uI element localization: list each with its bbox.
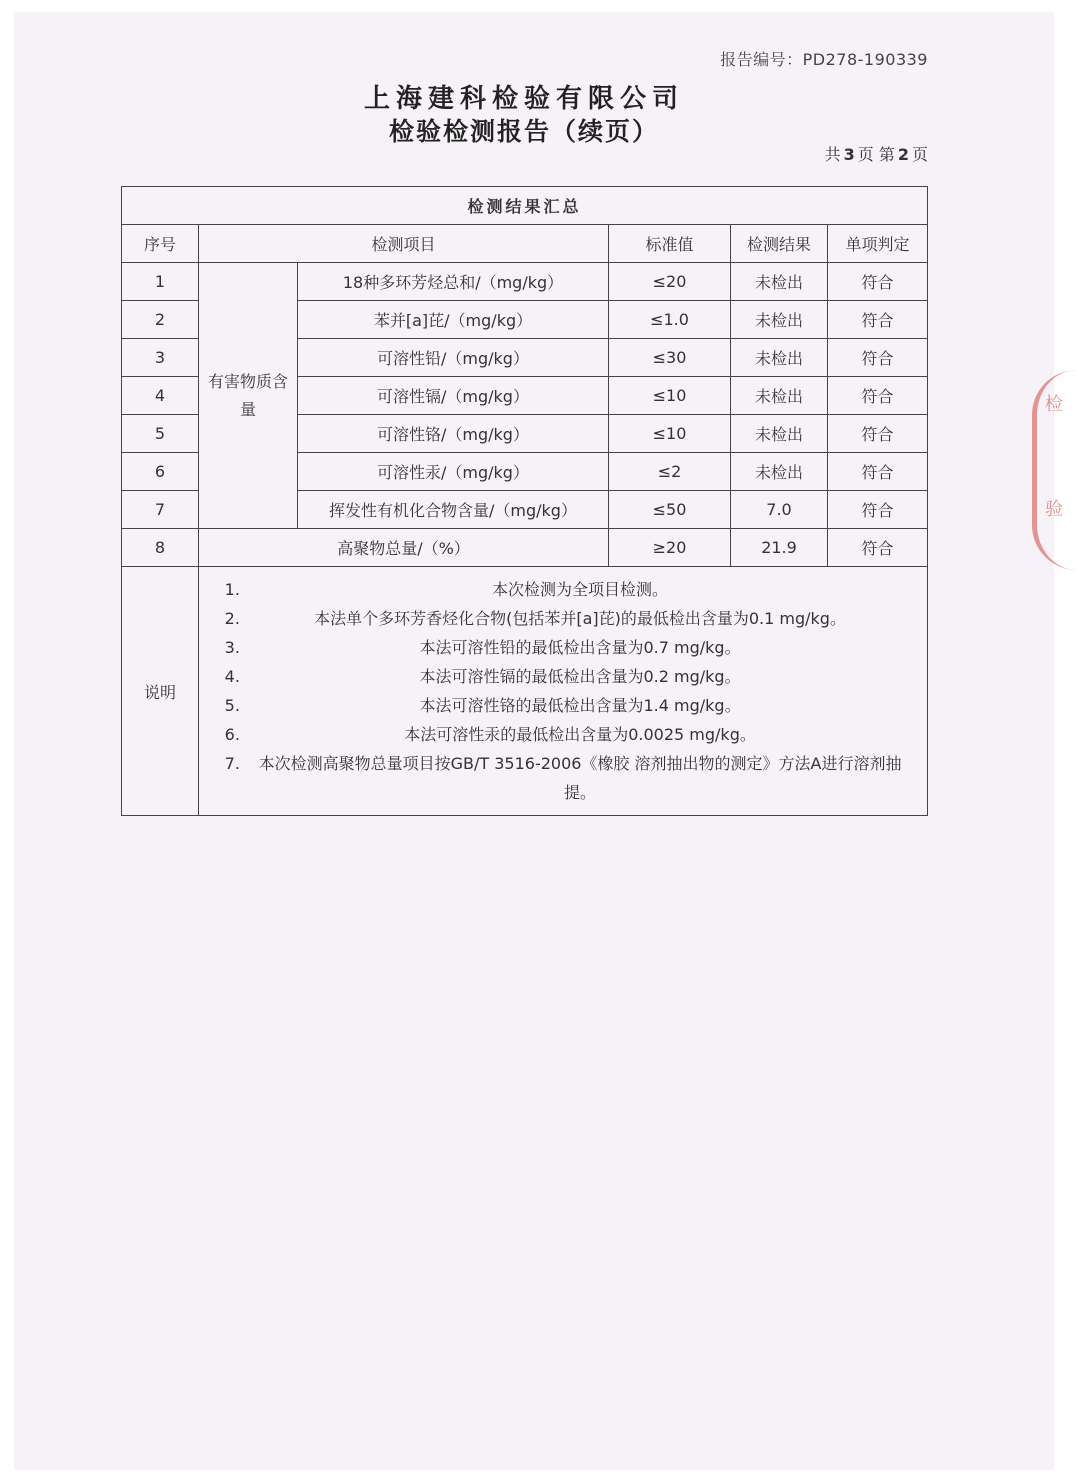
note-item: 1. 本次检测为全项目检测。 <box>245 575 915 604</box>
table-row: 8 高聚物总量/（%） ≥20 21.9 符合 <box>122 529 928 567</box>
red-seal-stamp: 检 验 <box>1032 370 1077 570</box>
header-judgement: 单项判定 <box>828 225 928 263</box>
table-row: 2 苯并[a]芘/（mg/kg） ≤1.0 未检出 符合 <box>122 301 928 339</box>
results-table <box>121 186 928 816</box>
header-no: 序号 <box>122 225 199 263</box>
notes-cell <box>199 567 928 816</box>
notes-label: 说明 <box>122 567 199 816</box>
note-item: 3. 本法可溶性铅的最低检出含量为0.7 mg/kg。 <box>245 633 915 662</box>
note-item: 2. 本法单个多环芳香烃化合物(包括苯并[a]芘)的最低检出含量为0.1 mg/kg。 <box>245 604 915 633</box>
notes-list <box>221 575 915 807</box>
table-caption: 检测结果汇总 <box>122 187 928 225</box>
table-row: 7 挥发性有机化合物含量/（mg/kg） ≤50 7.0 符合 <box>122 491 928 529</box>
table-row: 1 有害物质含量 18种多环芳烃总和/（mg/kg） ≤20 未检出 符合 <box>122 263 928 301</box>
table-caption-row <box>122 187 928 225</box>
table-row: 6 可溶性汞/（mg/kg） ≤2 未检出 符合 <box>122 453 928 491</box>
page-info: 共 3 页 第 2 页 <box>824 145 928 164</box>
report-number: 报告编号：PD278-190339 <box>720 50 928 69</box>
page-total: 3 <box>843 145 855 164</box>
note-item: 7. 本次检测高聚物总量项目按GB/T 3516-2006《橡胶 溶剂抽出物的测定》方法A进行溶剂抽提。 <box>245 749 915 807</box>
table-row: 3 可溶性铅/（mg/kg） ≤30 未检出 符合 <box>122 339 928 377</box>
header-item: 检测项目 <box>199 225 609 263</box>
header-result: 检测结果 <box>731 225 828 263</box>
header-standard: 标准值 <box>609 225 731 263</box>
note-item: 6. 本法可溶性汞的最低检出含量为0.0025 mg/kg。 <box>245 720 915 749</box>
report-title: 检验检测报告（续页） <box>388 117 659 146</box>
company-name: 上海建科检验有限公司 <box>363 84 684 114</box>
note-item: 4. 本法可溶性镉的最低检出含量为0.2 mg/kg。 <box>245 662 915 691</box>
page-current: 2 <box>897 145 909 164</box>
notes-row <box>122 567 928 816</box>
table-row: 4 可溶性镉/（mg/kg） ≤10 未检出 符合 <box>122 377 928 415</box>
note-item: 5. 本法可溶性铬的最低检出含量为1.4 mg/kg。 <box>245 691 915 720</box>
group-label: 有害物质含量 <box>199 263 298 529</box>
table-header-row <box>122 225 928 263</box>
table-row: 5 可溶性铬/（mg/kg） ≤10 未检出 符合 <box>122 415 928 453</box>
